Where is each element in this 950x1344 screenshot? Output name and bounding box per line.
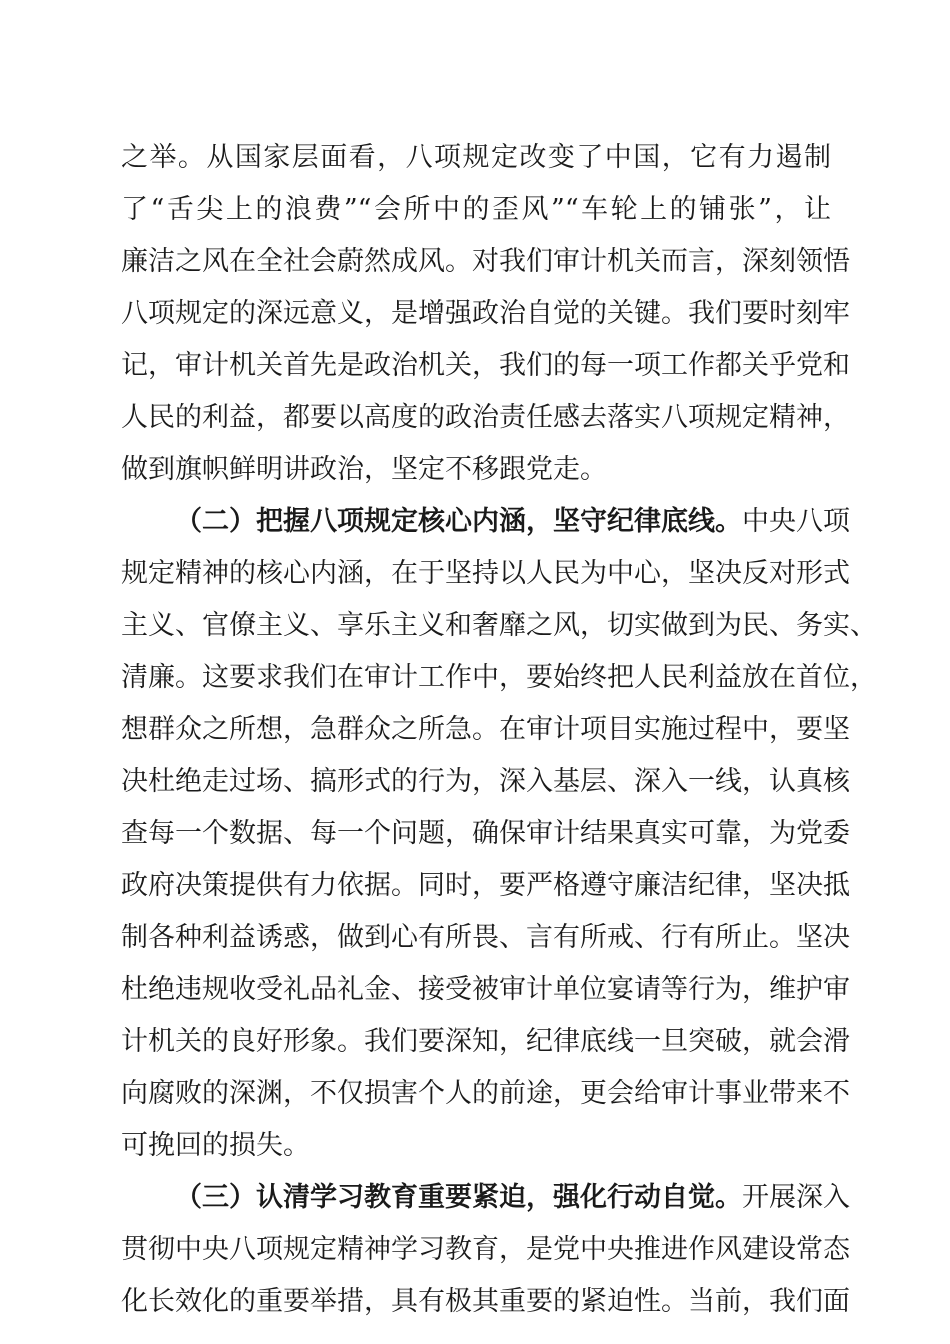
text-line: 向腐败的深渊，不仅损害个人的前途，更会给审计事业带来不	[121, 1078, 850, 1109]
section-2-first-line	[175, 502, 850, 542]
section-3-first-line	[175, 1178, 850, 1218]
text-line: 清廉。这要求我们在审计工作中，要始终把人民利益放在首位，	[121, 662, 877, 693]
text-line: 八项规定的深远意义，是增强政治自觉的关键。我们要时刻牢	[121, 298, 850, 329]
text-line: 可挽回的损失。	[121, 1130, 310, 1161]
text-line: 贯彻中央八项规定精神学习教育，是党中央推进作风建设常态	[121, 1234, 850, 1265]
text-line: 廉洁之风在全社会蔚然成风。对我们审计机关而言，深刻领悟	[121, 246, 850, 277]
text-line: 想群众之所想，急群众之所急。在审计项目实施过程中，要坚	[121, 714, 850, 745]
text-line: 人民的利益，都要以高度的政治责任感去落实八项规定精神，	[121, 402, 850, 433]
text-line: 主义、官僚主义、享乐主义和奢靡之风，切实做到为民、务实、	[121, 610, 877, 641]
section-3-first-line-rest: 开展深入	[742, 1182, 850, 1213]
section-2-first-line-rest: 中央八项	[742, 506, 850, 537]
text-line: 查每一个数据、每一个问题，确保审计结果真实可靠，为党委	[121, 818, 850, 849]
text-line: 化长效化的重要举措，具有极其重要的紧迫性。当前，我们面	[121, 1286, 850, 1317]
text-line: 之举。从国家层面看，八项规定改变了中国，它有力遏制	[121, 142, 831, 173]
section-3-heading: （三）认清学习教育重要紧迫，强化行动自觉。	[175, 1182, 742, 1213]
text-line: 政府决策提供有力依据。同时，要严格遵守廉洁纪律，坚决抵	[121, 870, 850, 901]
text-line: 杜绝违规收受礼品礼金、接受被审计单位宴请等行为，维护审	[121, 974, 850, 1005]
text-line: 规定精神的核心内涵，在于坚持以人民为中心，坚决反对形式	[121, 558, 850, 589]
text-line: 了“舌尖上的浪费”“会所中的歪风”“车轮上的铺张”，让	[121, 194, 831, 225]
text-line: 记，审计机关首先是政治机关，我们的每一项工作都关乎党和	[121, 350, 850, 381]
text-line: 制各种利益诱惑，做到心有所畏、言有所戒、行有所止。坚决	[121, 922, 850, 953]
section-2-heading: （二）把握八项规定核心内涵，坚守纪律底线。	[175, 506, 742, 537]
text-line: 计机关的良好形象。我们要深知，纪律底线一旦突破，就会滑	[121, 1026, 850, 1057]
text-line: 决杜绝走过场、搞形式的行为，深入基层、深入一线，认真核	[121, 766, 850, 797]
text-line: 做到旗帜鲜明讲政治，坚定不移跟党走。	[121, 454, 607, 485]
